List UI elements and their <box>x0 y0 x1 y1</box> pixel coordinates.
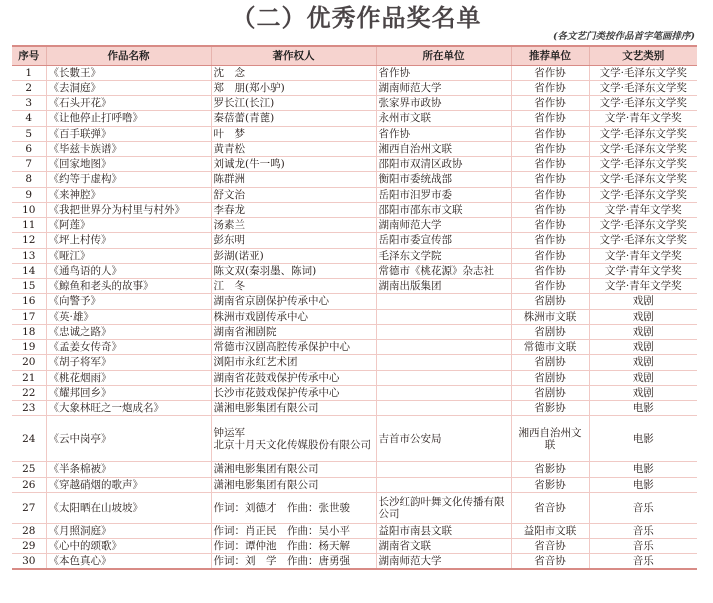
cell-category: 文学·毛泽东文学奖 <box>589 187 697 202</box>
table-row <box>12 416 697 462</box>
cell-no: 3 <box>12 96 46 111</box>
cell-no: 15 <box>12 279 46 294</box>
cell-recommender: 省剧协 <box>511 294 589 309</box>
cell-unit <box>376 385 511 400</box>
table-row <box>12 477 697 492</box>
cell-unit: 湖南师范大学 <box>376 80 511 95</box>
header-author: 著作权人 <box>211 46 376 65</box>
cell-author: 钟运军 北京十月天文化传媒股份有限公司 <box>211 416 376 462</box>
cell-recommender: 省作协 <box>511 202 589 217</box>
cell-no: 4 <box>12 111 46 126</box>
cell-work: 《长數王》 <box>46 65 211 80</box>
table-row <box>12 279 697 294</box>
cell-work: 《约等于虚构》 <box>46 172 211 187</box>
cell-unit: 湖南省文联 <box>376 539 511 554</box>
cell-category: 戏剧 <box>589 370 697 385</box>
cell-no: 17 <box>12 309 46 324</box>
table-row <box>12 294 697 309</box>
cell-recommender: 省作协 <box>511 218 589 233</box>
cell-author: 长沙市花鼓戏保护传承中心 <box>211 385 376 400</box>
table-row <box>12 187 697 202</box>
cell-unit: 湖南出版集团 <box>376 279 511 294</box>
cell-recommender: 省音协 <box>511 554 589 569</box>
cell-recommender: 省作协 <box>511 96 589 111</box>
header-work: 作品名称 <box>46 46 211 65</box>
cell-author: 郑 朋(郑小驴) <box>211 80 376 95</box>
cell-unit <box>376 294 511 309</box>
cell-recommender: 省作协 <box>511 126 589 141</box>
cell-work: 《太阳晒在山坡坡》 <box>46 492 211 523</box>
cell-no: 13 <box>12 248 46 263</box>
cell-category: 文学·毛泽东文学奖 <box>589 80 697 95</box>
cell-recommender: 省作协 <box>511 248 589 263</box>
cell-unit: 湖南师范大学 <box>376 218 511 233</box>
cell-no: 29 <box>12 539 46 554</box>
cell-work: 《让他停止打呼噜》 <box>46 111 211 126</box>
cell-no: 25 <box>12 462 46 477</box>
cell-no: 9 <box>12 187 46 202</box>
cell-unit <box>376 401 511 416</box>
table-row <box>12 263 697 278</box>
cell-author: 刘诚龙(牛一鸣) <box>211 157 376 172</box>
cell-unit: 张家界市政协 <box>376 96 511 111</box>
cell-no: 20 <box>12 355 46 370</box>
table-row <box>12 157 697 172</box>
cell-no: 30 <box>12 554 46 569</box>
cell-author: 潇湘电影集团有限公司 <box>211 462 376 477</box>
sort-note: (各文艺门类按作品首字笔画排序) <box>553 31 695 42</box>
table-row <box>12 202 697 217</box>
table-row <box>12 80 697 95</box>
cell-category: 电影 <box>589 477 697 492</box>
cell-category: 文学·青年文学奖 <box>589 279 697 294</box>
table-row <box>12 141 697 156</box>
cell-recommender: 省作协 <box>511 80 589 95</box>
cell-work: 《胡子将军》 <box>46 355 211 370</box>
cell-work: 《向警予》 <box>46 294 211 309</box>
cell-no: 26 <box>12 477 46 492</box>
cell-author: 舒文治 <box>211 187 376 202</box>
cell-category: 文学·毛泽东文学奖 <box>589 233 697 248</box>
cell-author: 罗长江(长江) <box>211 96 376 111</box>
cell-category: 电影 <box>589 416 697 462</box>
cell-author: 李春龙 <box>211 202 376 217</box>
cell-unit: 邵阳市双清区政协 <box>376 157 511 172</box>
cell-work: 《穿越硝烟的歌声》 <box>46 477 211 492</box>
cell-author: 潇湘电影集团有限公司 <box>211 401 376 416</box>
award-table <box>12 45 697 570</box>
table-row <box>12 385 697 400</box>
cell-work: 《耀邦回乡》 <box>46 385 211 400</box>
cell-no: 24 <box>12 416 46 462</box>
header-no: 序号 <box>12 46 46 65</box>
cell-work: 《忠诚之路》 <box>46 324 211 339</box>
cell-author: 陈群洲 <box>211 172 376 187</box>
cell-work: 《来神腔》 <box>46 187 211 202</box>
cell-unit: 岳阳市汨罗市委 <box>376 187 511 202</box>
cell-no: 10 <box>12 202 46 217</box>
cell-recommender: 省作协 <box>511 172 589 187</box>
cell-no: 18 <box>12 324 46 339</box>
cell-no: 14 <box>12 263 46 278</box>
cell-recommender: 省作协 <box>511 187 589 202</box>
cell-author: 作词：谭仲池 作曲：杨天解 <box>211 539 376 554</box>
table-row <box>12 218 697 233</box>
table-row <box>12 401 697 416</box>
table-row <box>12 172 697 187</box>
cell-no: 6 <box>12 141 46 156</box>
cell-unit <box>376 462 511 477</box>
cell-recommender: 常德市文联 <box>511 340 589 355</box>
cell-author: 汤素兰 <box>211 218 376 233</box>
cell-work: 《百手联弹》 <box>46 126 211 141</box>
cell-recommender: 省影协 <box>511 401 589 416</box>
cell-work: 《坪上村传》 <box>46 233 211 248</box>
cell-author: 作词：肖正民 作曲：吴小平 <box>211 523 376 538</box>
cell-author: 江 冬 <box>211 279 376 294</box>
cell-author: 秦蓓蕾(青蓖) <box>211 111 376 126</box>
cell-category: 戏剧 <box>589 309 697 324</box>
header-unit: 所在单位 <box>376 46 511 65</box>
cell-author: 彭东明 <box>211 233 376 248</box>
cell-category: 文学·毛泽东文学奖 <box>589 218 697 233</box>
cell-recommender: 省音协 <box>511 492 589 523</box>
cell-unit: 永州市文联 <box>376 111 511 126</box>
table-row <box>12 462 697 477</box>
cell-no: 1 <box>12 65 46 80</box>
cell-recommender: 益阳市文联 <box>511 523 589 538</box>
cell-work: 《半条棉被》 <box>46 462 211 477</box>
cell-recommender: 省作协 <box>511 111 589 126</box>
cell-category: 电影 <box>589 462 697 477</box>
cell-author: 作词：刘德才 作曲：张世骏 <box>211 492 376 523</box>
cell-work: 《云中岗亭》 <box>46 416 211 462</box>
cell-unit: 常德市《桃花源》杂志社 <box>376 263 511 278</box>
cell-work: 《大象林旺之一炮成名》 <box>46 401 211 416</box>
cell-unit <box>376 340 511 355</box>
table-header-row <box>12 46 697 65</box>
cell-category: 音乐 <box>589 554 697 569</box>
cell-work: 《毕兹卡族谱》 <box>46 141 211 156</box>
cell-category: 文学·毛泽东文学奖 <box>589 126 697 141</box>
table-row <box>12 111 697 126</box>
cell-category: 文学·毛泽东文学奖 <box>589 157 697 172</box>
cell-recommender: 省剧协 <box>511 385 589 400</box>
cell-unit: 湘西自治州文联 <box>376 141 511 156</box>
cell-category: 音乐 <box>589 492 697 523</box>
cell-author: 湖南省湘剧院 <box>211 324 376 339</box>
cell-no: 12 <box>12 233 46 248</box>
cell-author: 株洲市戏剧传承中心 <box>211 309 376 324</box>
cell-work: 《桃花烟雨》 <box>46 370 211 385</box>
cell-work: 《心中的颂歌》 <box>46 539 211 554</box>
cell-unit <box>376 309 511 324</box>
cell-author: 常德市汉剧高腔传承保护中心 <box>211 340 376 355</box>
cell-category: 戏剧 <box>589 385 697 400</box>
cell-unit <box>376 355 511 370</box>
cell-recommender: 株洲市文联 <box>511 309 589 324</box>
table-body <box>12 65 697 569</box>
cell-recommender: 省影协 <box>511 462 589 477</box>
cell-no: 27 <box>12 492 46 523</box>
cell-unit: 邵阳市邵东市文联 <box>376 202 511 217</box>
cell-no: 21 <box>12 370 46 385</box>
cell-author: 陈文双(秦羽墨、陈词) <box>211 263 376 278</box>
cell-work: 《去洞庭》 <box>46 80 211 95</box>
cell-recommender: 湘西自治州文联 <box>511 416 589 462</box>
cell-category: 文学·毛泽东文学奖 <box>589 96 697 111</box>
cell-work: 《鲸鱼和老头的故事》 <box>46 279 211 294</box>
cell-no: 19 <box>12 340 46 355</box>
cell-category: 文学·毛泽东文学奖 <box>589 65 697 80</box>
cell-unit: 衡阳市委统战部 <box>376 172 511 187</box>
cell-author: 浏阳市永红艺术团 <box>211 355 376 370</box>
cell-category: 戏剧 <box>589 294 697 309</box>
cell-unit: 岳阳市委宣传部 <box>376 233 511 248</box>
table-row <box>12 324 697 339</box>
cell-no: 23 <box>12 401 46 416</box>
table-row <box>12 309 697 324</box>
cell-category: 音乐 <box>589 523 697 538</box>
cell-recommender: 省剧协 <box>511 355 589 370</box>
header-category: 文艺类别 <box>589 46 697 65</box>
cell-recommender: 省作协 <box>511 233 589 248</box>
cell-recommender: 省作协 <box>511 65 589 80</box>
cell-category: 电影 <box>589 401 697 416</box>
cell-unit: 省作协 <box>376 65 511 80</box>
cell-no: 7 <box>12 157 46 172</box>
cell-work: 《英·雄》 <box>46 309 211 324</box>
table-row <box>12 523 697 538</box>
cell-recommender: 省影协 <box>511 477 589 492</box>
cell-author: 黄青松 <box>211 141 376 156</box>
table-row <box>12 554 697 569</box>
cell-work: 《回家地图》 <box>46 157 211 172</box>
cell-author: 湖南省花鼓戏保护传承中心 <box>211 370 376 385</box>
cell-no: 5 <box>12 126 46 141</box>
cell-category: 文学·青年文学奖 <box>589 111 697 126</box>
cell-recommender: 省作协 <box>511 157 589 172</box>
cell-category: 文学·毛泽东文学奖 <box>589 141 697 156</box>
cell-unit: 长沙红韵叶舞文化传播有限公司 <box>376 492 511 523</box>
page-title: （二）优秀作品奖名单 <box>231 4 482 32</box>
cell-category: 文学·青年文学奖 <box>589 248 697 263</box>
cell-category: 戏剧 <box>589 355 697 370</box>
table-row <box>12 248 697 263</box>
cell-no: 16 <box>12 294 46 309</box>
cell-category: 戏剧 <box>589 324 697 339</box>
cell-recommender: 省作协 <box>511 279 589 294</box>
cell-unit: 毛泽东文学院 <box>376 248 511 263</box>
cell-work: 《孟姜女传奇》 <box>46 340 211 355</box>
cell-no: 11 <box>12 218 46 233</box>
table-row <box>12 492 697 523</box>
cell-category: 戏剧 <box>589 340 697 355</box>
cell-no: 22 <box>12 385 46 400</box>
cell-no: 2 <box>12 80 46 95</box>
table-row <box>12 539 697 554</box>
cell-unit: 吉首市公安局 <box>376 416 511 462</box>
cell-work: 《哑江》 <box>46 248 211 263</box>
cell-recommender: 省剧协 <box>511 370 589 385</box>
cell-category: 文学·毛泽东文学奖 <box>589 172 697 187</box>
cell-unit: 湖南师范大学 <box>376 554 511 569</box>
cell-no: 28 <box>12 523 46 538</box>
cell-author: 叶 梦 <box>211 126 376 141</box>
cell-unit <box>376 477 511 492</box>
cell-recommender: 省音协 <box>511 539 589 554</box>
cell-no: 8 <box>12 172 46 187</box>
cell-unit: 省作协 <box>376 126 511 141</box>
table-row <box>12 126 697 141</box>
table-row <box>12 96 697 111</box>
table-row <box>12 65 697 80</box>
cell-author: 沈 念 <box>211 65 376 80</box>
cell-work: 《石头开花》 <box>46 96 211 111</box>
cell-unit: 益阳市南县文联 <box>376 523 511 538</box>
cell-category: 音乐 <box>589 539 697 554</box>
table-row <box>12 355 697 370</box>
table-row <box>12 340 697 355</box>
cell-unit <box>376 370 511 385</box>
table-row <box>12 233 697 248</box>
cell-work: 《月照洞庭》 <box>46 523 211 538</box>
cell-work: 《本色真心》 <box>46 554 211 569</box>
header-recommender: 推荐单位 <box>511 46 589 65</box>
cell-work: 《阿莲》 <box>46 218 211 233</box>
cell-recommender: 省剧协 <box>511 324 589 339</box>
table-row <box>12 370 697 385</box>
cell-unit <box>376 324 511 339</box>
cell-category: 文学·青年文学奖 <box>589 263 697 278</box>
cell-work: 《我把世界分为村里与村外》 <box>46 202 211 217</box>
cell-category: 文学·青年文学奖 <box>589 202 697 217</box>
cell-recommender: 省作协 <box>511 141 589 156</box>
cell-author: 作词：刘 学 作曲：唐勇强 <box>211 554 376 569</box>
cell-work: 《通鸟语的人》 <box>46 263 211 278</box>
cell-author: 湖南省京剧保护传承中心 <box>211 294 376 309</box>
cell-recommender: 省作协 <box>511 263 589 278</box>
cell-author: 潇湘电影集团有限公司 <box>211 477 376 492</box>
cell-author: 彭湖(诺亚) <box>211 248 376 263</box>
